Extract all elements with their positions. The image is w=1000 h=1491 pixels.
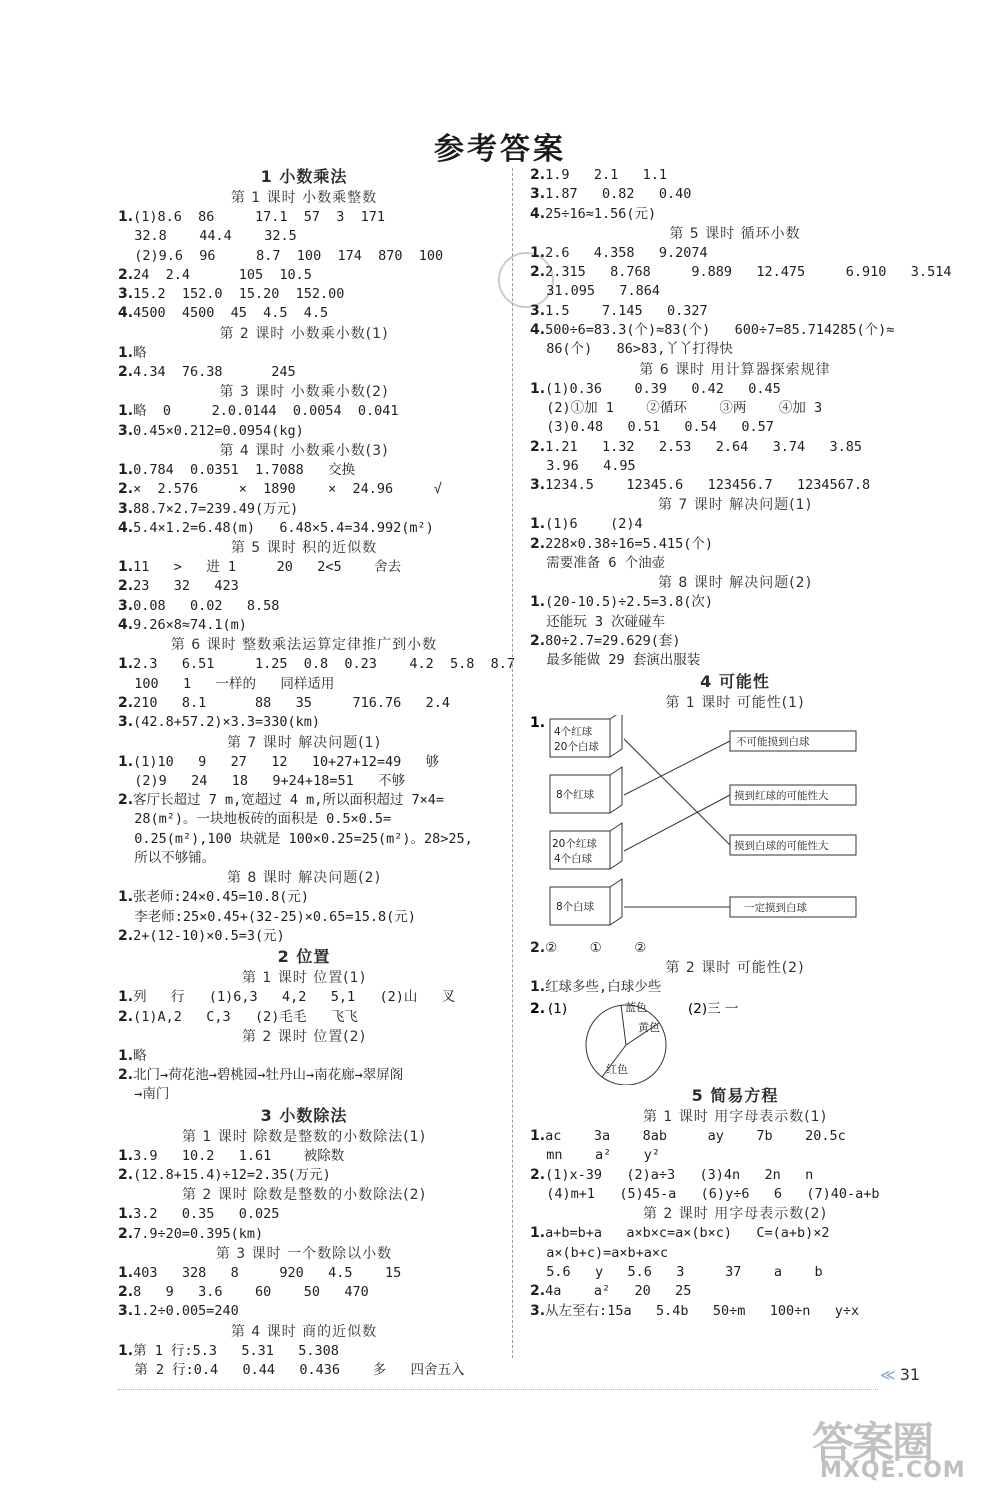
label-2: 摸到红球的可能性大: [734, 789, 829, 802]
answer-line: [118, 402, 490, 421]
question-number: 3.: [530, 477, 546, 494]
question-number: 2.: [118, 364, 134, 381]
answer-line: [530, 399, 940, 418]
lesson-heading: 第 4 课时 小数乘小数(3): [219, 442, 389, 459]
lesson-heading: 第 1 课时 可能性(1): [665, 694, 805, 711]
answer-line: [530, 282, 940, 301]
lesson-heading: 第 2 课时 除数是整数的小数除法(2): [181, 1187, 427, 1204]
answer-line: [118, 1008, 490, 1027]
question-number: 2.: [530, 939, 546, 956]
question-number: 2.: [118, 1067, 134, 1084]
answer-text: 23 32 423: [133, 578, 239, 595]
answer-text: 3.9 10.2 1.61 被除数: [133, 1147, 345, 1164]
answer-line: [118, 500, 490, 519]
answer-text: (1)8.6 86 17.1 57 3 171: [133, 209, 386, 225]
answer-text: 还能玩 3 次碰碰车: [530, 613, 666, 630]
answer-line: [118, 1166, 490, 1185]
answer-line: [530, 166, 940, 185]
pie-svg: [530, 997, 890, 1085]
answer-line: [118, 1361, 490, 1380]
answer-text: 略 0 2.0.0144 0.0054 0.041: [133, 403, 399, 420]
answer-line: [530, 632, 940, 651]
match-line-2: [624, 741, 730, 795]
answer-line: [530, 476, 940, 495]
answer-line: [530, 1224, 940, 1243]
answer-line: [530, 1263, 940, 1282]
question-number: 1.: [118, 1206, 134, 1223]
answer-text: 从左至右:15a 5.4b 50÷m 100÷n y÷x: [545, 1302, 860, 1319]
lesson-heading: 第 1 课时 小数乘整数: [230, 190, 378, 206]
answer-text: 略: [133, 344, 147, 361]
question-number: 1.: [530, 244, 546, 261]
question-number: 1.: [118, 461, 134, 478]
answer-line: [118, 772, 490, 791]
pie-part-1: (1): [548, 1001, 568, 1018]
answer-line: [118, 675, 490, 694]
answer-text: (1)10 9 27 12 10+27+12=49 够: [133, 753, 440, 770]
column-divider: [512, 168, 513, 1358]
question-number: 4.: [118, 519, 134, 536]
answer-text: 4500 4500 45 4.5 4.5: [133, 305, 329, 322]
answer-text: 0.784 0.0351 1.7088 交换: [133, 461, 356, 478]
chapter-heading: 4 可能性: [700, 671, 770, 691]
question-number: 2.: [530, 167, 546, 183]
answer-text: 0.25(m²),100 块就是 100×0.25=25(m²)。28>25,: [118, 830, 473, 847]
question-number: 3.: [118, 597, 134, 614]
answer-line: [530, 515, 940, 534]
answer-line: [530, 418, 940, 437]
double-chevron-left-icon: ≪: [880, 1366, 896, 1384]
answer-text: 所以不够铺。: [118, 850, 216, 867]
answer-line: [530, 1127, 940, 1146]
answer-line: [118, 849, 490, 868]
answer-line: [530, 593, 940, 612]
answer-text: 80÷2.7=29.629(套): [545, 632, 681, 649]
answer-line: [118, 988, 490, 1007]
answer-line: [118, 791, 490, 810]
answer-line: [118, 422, 490, 441]
answer-line: [118, 461, 490, 480]
answer-text: 2+(12-10)×0.5=3(元): [133, 927, 285, 944]
answer-line: [118, 908, 490, 927]
right-middle-block: [530, 939, 940, 998]
answer-text: 8 9 3.6 60 50 470: [133, 1284, 369, 1301]
question-number: 1.: [118, 656, 134, 673]
answer-line: [530, 321, 940, 340]
answer-text: ② ① ②: [545, 939, 647, 956]
answer-line: [118, 577, 490, 596]
question-number: 2.: [118, 481, 134, 498]
answer-text: →南门: [118, 1086, 170, 1103]
matching-svg: [530, 715, 860, 937]
answer-line: [118, 1047, 490, 1066]
answer-text: a×(b+c)=a×b+a×c: [530, 1244, 669, 1261]
answer-line: [118, 363, 490, 382]
answer-text: 需要准备 6 个油壶: [530, 555, 666, 572]
watermark-logo: 答案圈: [812, 1418, 933, 1467]
chapter-heading: 3 小数除法: [260, 1105, 348, 1125]
question-number: 2.: [530, 1283, 546, 1300]
answer-text: (1)6 (2)4: [545, 516, 643, 533]
answer-text: (2)9 24 18 9+24+18=51 不够: [118, 772, 406, 789]
answer-line: [118, 1283, 490, 1302]
answer-text: 0.08 0.02 8.58: [133, 597, 280, 614]
question-number: 2.: [530, 438, 546, 455]
question-number: 2.: [530, 535, 546, 552]
question-number: 2.: [530, 264, 546, 281]
answer-line: [118, 1066, 490, 1085]
answer-line: [530, 457, 940, 476]
answer-text: 1.5 7.145 0.327: [545, 302, 708, 319]
right-column: [530, 166, 952, 1321]
box-1-line-1: 4个红球: [554, 725, 593, 738]
answer-line: [118, 597, 490, 616]
answer-text: 列 行 (1)6,3 4,2 5,1 (2)山 叉: [133, 989, 456, 1006]
answer-line: [118, 227, 490, 246]
answer-text: a+b=b+a a×b×c=a×(b×c) C=(a+b)×2: [545, 1225, 830, 1242]
question-number: 2.: [118, 1166, 134, 1183]
pie-part-2: (2)三 一: [688, 1001, 739, 1018]
answer-text: (1)A,2 C,3 (2)毛毛 飞飞: [133, 1008, 358, 1025]
matching-figure: [530, 715, 860, 937]
lesson-heading: 第 3 课时 小数乘小数(2): [219, 384, 389, 401]
answer-text: 88.7×2.7=239.49(万元): [133, 500, 299, 517]
answer-line: [530, 1282, 940, 1301]
answer-text: 红球多些,白球少些: [545, 978, 662, 995]
answer-text: 210 8.1 88 35 716.76 2.4: [133, 694, 451, 711]
answer-line: [118, 810, 490, 829]
answer-line: [118, 713, 490, 732]
question-number: 1.: [530, 1225, 546, 1242]
question-number: 4.: [530, 205, 546, 222]
box-3-line-1: 20个红球: [552, 837, 597, 850]
pie-figure: [530, 997, 890, 1085]
answer-text: 500÷6=83.3(个)≈83(个) 600÷7=85.714285(个)≈: [545, 322, 895, 339]
answer-text: 张老师:24×0.45=10.8(元): [133, 889, 309, 906]
answer-line: [530, 651, 940, 670]
answer-text: 25÷16≈1.56(元): [545, 205, 657, 222]
question-number: 2.: [530, 1166, 546, 1183]
answer-text: 7.9÷20=0.395(km): [133, 1225, 264, 1242]
answer-text: 第 1 行:5.3 5.31 5.308: [133, 1342, 339, 1359]
lesson-heading: 第 5 课时 积的近似数: [230, 540, 378, 557]
question-number: 3.: [118, 1303, 134, 1320]
answer-text: (3)0.48 0.51 0.54 0.57: [530, 419, 774, 436]
answer-text: 4a a² 20 25: [545, 1283, 692, 1300]
answer-text: 李老师:25×0.45+(32-25)×0.65=15.8(元): [118, 908, 416, 925]
answer-text: mn a² y²: [530, 1147, 661, 1164]
lesson-heading: 第 2 课时 位置(2): [241, 1028, 367, 1045]
answer-line: [530, 1166, 940, 1185]
answer-line: [530, 185, 940, 204]
answer-line: [118, 1205, 490, 1224]
answer-text: 2.6 4.358 9.2074: [545, 244, 708, 261]
answer-text: 略: [133, 1047, 147, 1064]
question-number: 1.: [530, 516, 546, 533]
question-number: 1.: [118, 1047, 134, 1064]
answer-text: 3.2 0.35 0.025: [133, 1206, 280, 1223]
right-bottom-block: [530, 1085, 940, 1321]
match-line-1: [624, 739, 730, 845]
lesson-heading: 第 6 课时 用计算器探索规律: [639, 361, 831, 378]
question-number: 1.: [118, 559, 134, 576]
pie-slice-blue: 蓝色: [625, 1001, 647, 1015]
answer-text: 4.34 76.38 245: [133, 364, 296, 381]
match-line-3: [624, 795, 730, 851]
question-number: 2.: [118, 927, 134, 944]
answer-text: 2.315 8.768 9.889 12.475 6.910 3.514: [545, 264, 952, 281]
question-number: 2.: [118, 1284, 134, 1301]
pie-question-number: 2.: [530, 1001, 546, 1018]
answer-text: 32.8 44.4 32.5: [118, 228, 297, 245]
lesson-heading: 第 1 课时 除数是整数的小数除法(1): [181, 1128, 427, 1145]
answer-text: 31.095 7.864: [530, 283, 661, 300]
lesson-heading: 第 2 课时 小数乘小数(1): [219, 325, 389, 342]
lesson-heading: 第 5 课时 循环小数: [669, 225, 801, 242]
question-number: 4.: [118, 617, 134, 634]
box-4-text: 8个白球: [556, 900, 595, 913]
left-column: [118, 166, 516, 1380]
answer-line: [530, 302, 940, 321]
answer-text: 客厅长超过 7 m,宽超过 4 m,所以面积超过 7×4=: [133, 792, 444, 809]
answer-text: 1.21 1.32 2.53 2.64 3.74 3.85: [545, 438, 863, 455]
question-number: 1.: [118, 209, 134, 225]
pie-slice-red: 红色: [606, 1063, 628, 1077]
lesson-heading: 第 8 课时 解决问题(2): [226, 870, 382, 887]
label-1: 不可能摸到白球: [736, 735, 810, 748]
answer-line: [118, 208, 490, 227]
answer-line: [118, 1225, 490, 1244]
question-number: 1.: [118, 1342, 134, 1359]
answer-line: [118, 1085, 490, 1104]
answer-line: [530, 535, 940, 554]
question-number: 1.: [530, 1128, 546, 1145]
answer-line: [118, 1302, 490, 1321]
answer-text: (4)m+1 (5)45-a (6)y÷6 6 (7)40-a+b: [530, 1186, 880, 1203]
question-number: 1.: [530, 380, 546, 397]
question-number: 2.: [118, 266, 134, 283]
answer-line: [530, 205, 940, 224]
answer-line: [530, 244, 940, 263]
answer-text: (1)0.36 0.39 0.42 0.45: [545, 380, 781, 397]
answer-line: [530, 263, 952, 282]
chapter-heading: 1 小数乘法: [260, 167, 348, 186]
answer-text: (42.8+57.2)×3.3=330(km): [133, 714, 320, 731]
question-number: 3.: [118, 286, 134, 303]
question-number: 2.: [118, 1225, 134, 1242]
answer-text: 5.6 y 5.6 3 37 a b: [530, 1263, 823, 1280]
box-3-line-2: 4个白球: [554, 852, 593, 865]
answer-line: [118, 304, 490, 323]
answer-text: (12.8+15.4)÷12=2.35(万元): [133, 1166, 331, 1183]
question-number: 3.: [530, 302, 546, 319]
question-number: 2.: [118, 578, 134, 595]
page-title: 参考答案: [434, 132, 566, 167]
matching-question-number: 1.: [530, 714, 546, 731]
answer-line: [118, 247, 490, 266]
answer-text: 1234.5 12345.6 123456.7 1234567.8: [545, 477, 871, 494]
answer-line: [530, 1146, 940, 1165]
answer-text: (1)x-39 (2)a÷3 (3)4n 2n n: [545, 1166, 814, 1183]
question-number: 1.: [530, 594, 546, 611]
lesson-heading: 第 7 课时 解决问题(1): [657, 497, 813, 514]
answer-line: [530, 939, 940, 958]
answer-text: 0.45×0.212=0.0954(kg): [133, 422, 304, 439]
answer-line: [118, 519, 490, 538]
question-number: 1.: [118, 889, 134, 906]
question-number: 3.: [118, 500, 134, 517]
chapter-heading: 2 位置: [277, 947, 331, 967]
chapter-heading: 5 简易方程: [691, 1086, 779, 1106]
watermark-url: MXQE.COM: [820, 1458, 966, 1483]
answer-text: 403 328 8 920 4.5 15: [133, 1264, 402, 1281]
label-3: 摸到白球的可能性大: [734, 839, 829, 852]
question-number: 3.: [530, 1302, 546, 1319]
answer-text: ac 3a 8ab ay 7b 20.5c: [545, 1128, 846, 1145]
page-number: [880, 1365, 920, 1384]
answer-text: 11 > 进 1 20 2<5 舍去: [133, 559, 402, 576]
question-number: 1.: [118, 1147, 134, 1164]
answer-line: [118, 1264, 490, 1283]
pie-slice-yellow: 黄色: [638, 1021, 660, 1035]
answer-text: 1.9 2.1 1.1: [545, 167, 667, 183]
answer-text: 100 1 一样的 同样适用: [118, 675, 335, 692]
question-number: 2.: [118, 1008, 134, 1025]
answer-text: 228×0.38÷16=5.415(个): [545, 535, 713, 552]
answer-text: × 2.576 × 1890 × 24.96 √: [133, 481, 442, 498]
answer-line: [530, 1244, 940, 1263]
answer-text: 24 2.4 105 10.5: [133, 266, 312, 283]
answer-line: [530, 1302, 940, 1321]
answer-line: [530, 380, 940, 399]
lesson-heading: 第 3 课时 一个数除以小数: [215, 1245, 393, 1262]
answer-line: [118, 616, 490, 635]
question-number: 1.: [118, 344, 134, 361]
answer-text: 2.3 6.51 1.25 0.8 0.23 4.2 5.8 8.7: [133, 656, 516, 673]
answer-text: 1.2÷0.005=240: [133, 1303, 239, 1320]
answer-line: [530, 978, 940, 997]
answer-line: [118, 927, 490, 946]
answer-line: [118, 753, 490, 772]
answer-text: (2)①加 1 ②循环 ③两 ④加 3: [530, 399, 823, 416]
question-number: 1.: [118, 753, 134, 770]
answer-text: (20-10.5)÷2.5=3.8(次): [545, 594, 713, 611]
answer-line: [530, 438, 940, 457]
answer-text: 15.2 152.0 15.20 152.00: [133, 286, 345, 303]
right-top-block: [530, 166, 952, 713]
question-number: 3.: [118, 422, 134, 439]
answer-line: [118, 1342, 490, 1361]
question-number: 2.: [118, 792, 134, 809]
answer-line: [118, 1147, 490, 1166]
answer-line: [118, 694, 490, 713]
answer-line: [118, 344, 490, 363]
lesson-heading: 第 1 课时 位置(1): [241, 970, 367, 987]
lesson-heading: 第 8 课时 解决问题(2): [657, 575, 813, 592]
answer-text: 最多能做 29 套演出服装: [530, 652, 701, 669]
answer-line: [118, 480, 490, 499]
box-2-text: 8个红球: [556, 788, 595, 801]
answer-text: (2)9.6 96 8.7 100 174 870 100: [118, 247, 444, 264]
answer-text: 28(m²)。一块地板砖的面积是 0.5×0.5=: [118, 811, 392, 828]
answer-line: [530, 554, 940, 573]
answer-text: 第 2 行:0.4 0.44 0.436 多 四舍五入: [118, 1362, 465, 1379]
answer-text: 3.96 4.95: [530, 457, 636, 474]
lesson-heading: 第 4 课时 商的近似数: [230, 1323, 378, 1340]
answer-line: [530, 340, 940, 359]
question-number: 1.: [530, 978, 546, 995]
lesson-heading: 第 2 课时 用字母表示数(2): [642, 1206, 828, 1223]
lesson-heading: 第 2 课时 可能性(2): [665, 959, 805, 976]
question-number: 3.: [530, 186, 546, 203]
question-number: 2.: [530, 632, 546, 649]
answer-text: 1.87 0.82 0.40: [545, 186, 692, 203]
question-number: 3.: [118, 714, 134, 731]
lesson-heading: 第 6 课时 整数乘法运算定律推广到小数: [170, 637, 438, 654]
page-number-text: 31: [899, 1365, 921, 1384]
answer-line: [118, 830, 490, 849]
question-number: 1.: [118, 989, 134, 1006]
question-number: 4.: [118, 305, 134, 322]
footer-line: [118, 1389, 878, 1390]
question-number: 4.: [530, 322, 546, 339]
answer-line: [118, 888, 490, 907]
answer-line: [530, 1185, 940, 1204]
label-4: 一定摸到白球: [744, 901, 807, 914]
answer-text: 5.4×1.2=6.48(m) 6.48×5.4=34.992(m²): [133, 519, 434, 536]
answer-line: [118, 558, 490, 577]
question-number: 1.: [118, 403, 134, 420]
question-number: 1.: [118, 1264, 134, 1281]
lesson-heading: 第 1 课时 用字母表示数(1): [642, 1109, 828, 1126]
answer-text: 86(个) 86>83,丫丫打得快: [530, 341, 733, 358]
box-1-line-2: 20个白球: [554, 740, 599, 753]
answer-line: [530, 613, 940, 632]
question-number: 2.: [118, 694, 134, 711]
lesson-heading: 第 7 课时 解决问题(1): [226, 734, 382, 751]
answer-line: [118, 285, 490, 304]
answer-text: 北门→荷花池→碧桃园→牡丹山→南花廊→翠屏阁: [133, 1067, 404, 1084]
answer-text: 9.26×8≈74.1(m): [133, 617, 247, 634]
answer-line: [118, 655, 516, 674]
answer-line: [118, 266, 490, 285]
